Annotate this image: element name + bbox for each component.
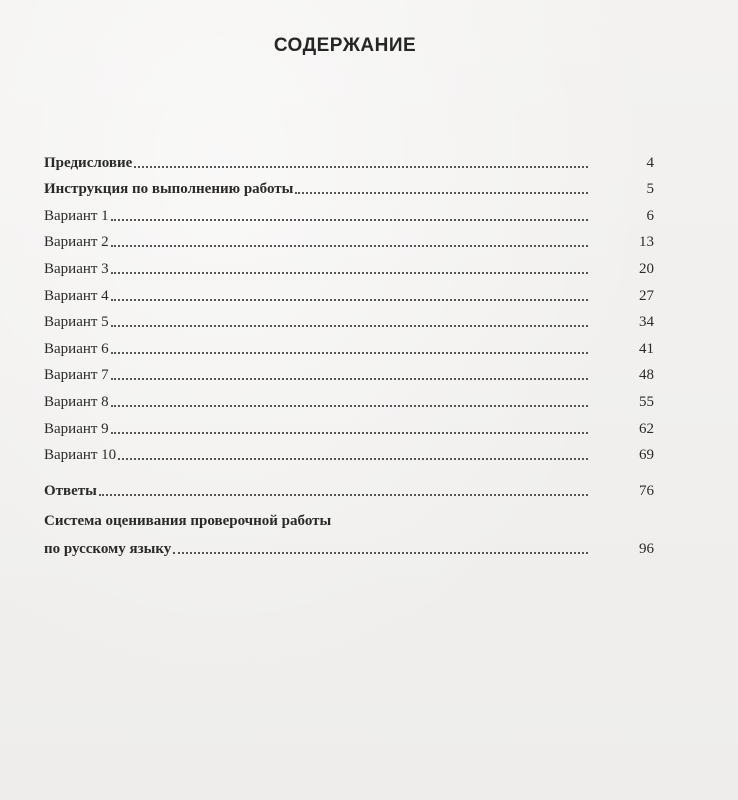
toc-entry-variant-2 — [44, 225, 654, 252]
dot-leader — [111, 272, 588, 274]
toc-entry-label: Инструкция по выполнению работы — [44, 181, 294, 198]
dot-leader — [111, 219, 588, 221]
toc-entry-label: Вариант 4 — [44, 287, 109, 304]
toc-entry-label: Вариант 3 — [44, 260, 109, 277]
dot-leader — [111, 378, 588, 380]
dot-leader — [173, 552, 588, 554]
toc-entry-label: Вариант 2 — [44, 234, 109, 251]
toc-entry-variant-1 — [44, 198, 654, 225]
toc-page-number: 6 — [646, 207, 654, 224]
toc-entry-label-line2: по русскому языку — [44, 541, 172, 558]
toc-page-number: 4 — [646, 154, 654, 171]
toc-page-number: 55 — [639, 393, 654, 410]
toc-entry-variant-7 — [44, 358, 654, 385]
dot-leader — [111, 245, 588, 247]
toc-entry-variant-3 — [44, 251, 654, 278]
toc-page-number: 5 — [646, 181, 654, 198]
toc-entry-variant-6 — [44, 331, 654, 358]
toc-entry-variant-4 — [44, 278, 654, 305]
toc-entry-variant-10 — [44, 438, 654, 465]
toc-page-number: 62 — [639, 420, 654, 437]
toc-page-number: 41 — [639, 340, 654, 357]
toc-entry-label: Вариант 9 — [44, 420, 109, 437]
toc-entry-label: Вариант 10 — [44, 447, 117, 464]
toc-entry-instructions — [44, 172, 654, 199]
toc-entry-label: Предисловие — [44, 154, 133, 171]
toc-entry-label: Вариант 1 — [44, 207, 109, 224]
toc-entry-variant-8 — [44, 384, 654, 411]
dot-leader — [111, 432, 588, 434]
toc-page-number: 13 — [639, 234, 654, 251]
toc-page-number: 76 — [639, 482, 654, 499]
dot-leader — [295, 192, 588, 194]
dot-leader — [111, 299, 588, 301]
toc-page-number: 69 — [639, 447, 654, 464]
toc-page-number: 48 — [639, 367, 654, 384]
toc-entry-grading — [44, 512, 654, 559]
toc-entry-grading-last-line — [44, 532, 654, 559]
toc-entry-preface — [44, 145, 654, 172]
toc-page-number: 27 — [639, 287, 654, 304]
toc-entry-label: Вариант 8 — [44, 393, 109, 410]
toc-entry-variant-9 — [44, 411, 654, 438]
dot-leader — [118, 458, 588, 460]
spacer — [44, 500, 654, 512]
toc-entry-variant-5 — [44, 305, 654, 332]
toc-entry-label-line1: Система оценивания проверочной работы — [44, 512, 332, 529]
dot-leader — [111, 352, 588, 354]
dot-leader — [134, 166, 588, 168]
toc-entry-label: Вариант 5 — [44, 314, 109, 331]
dot-leader — [111, 405, 588, 407]
toc-page-number: 20 — [639, 260, 654, 277]
table-of-contents — [44, 145, 654, 558]
dot-leader — [111, 325, 588, 327]
toc-page-number: 34 — [639, 314, 654, 331]
toc-entry-label: Вариант 6 — [44, 340, 109, 357]
toc-page-number: 96 — [639, 541, 654, 558]
toc-entry-label: Вариант 7 — [44, 367, 109, 384]
spacer — [44, 464, 654, 473]
page-title: СОДЕРЖАНИЕ — [273, 35, 417, 56]
toc-entry-label: Ответы — [44, 482, 97, 499]
dot-leader — [99, 494, 588, 496]
toc-entry-answers — [44, 473, 654, 500]
